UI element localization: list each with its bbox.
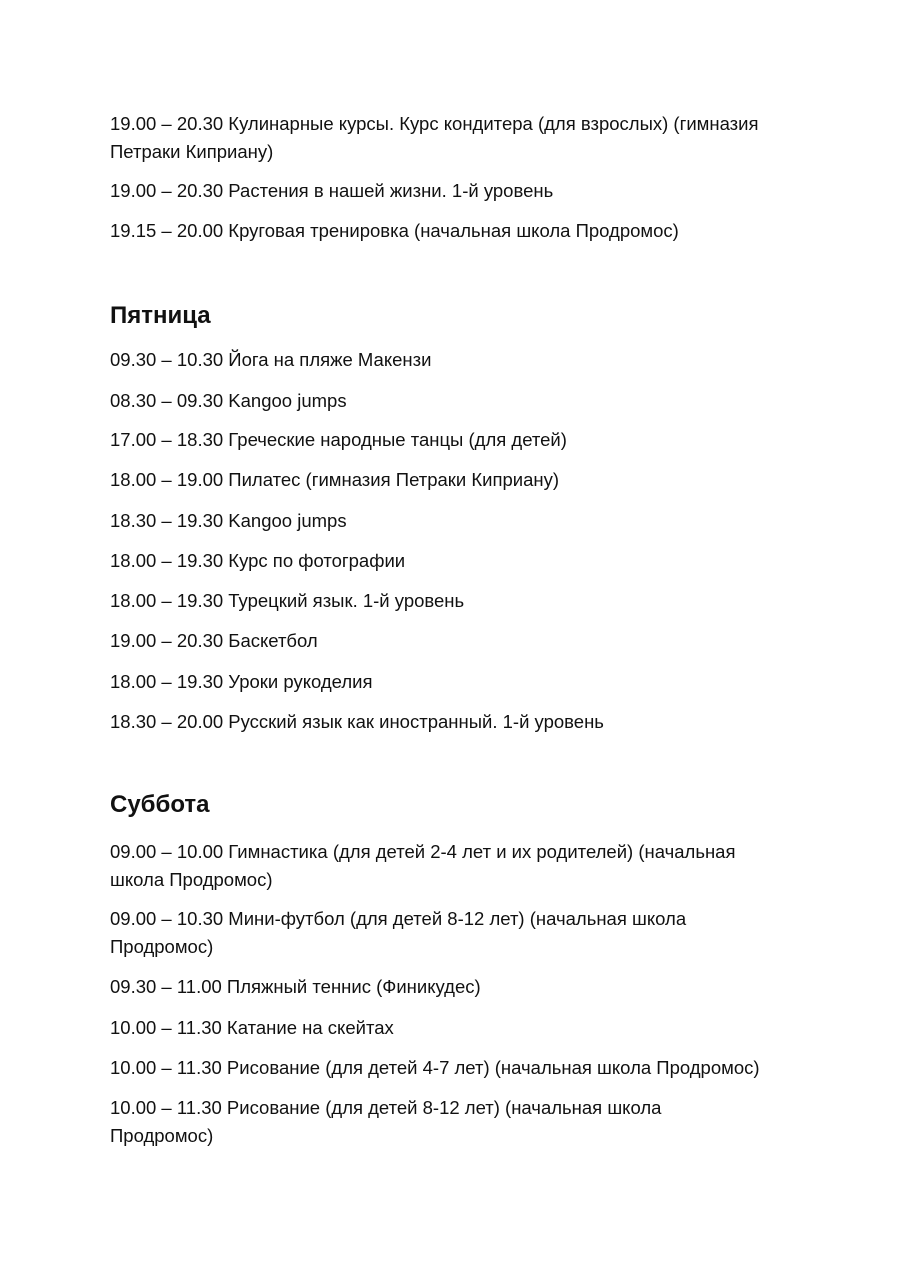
schedule-entry-line: 09.30 – 11.00 Пляжный теннис (Финикудес)	[110, 976, 481, 997]
section-heading-saturday: Суббота	[110, 791, 210, 818]
schedule-entry-line: 19.15 – 20.00 Круговая тренировка (начальная школа Продромос)	[110, 220, 679, 241]
schedule-entry-line: 09.00 – 10.30 Мини-футбол (для детей 8-12 лет) (начальная школа	[110, 908, 687, 929]
schedule-entry-line: 18.30 – 20.00 Русский язык как иностранный. 1-й уровень	[110, 711, 604, 732]
schedule-entry-line: 19.00 – 20.30 Растения в нашей жизни. 1-й уровень	[110, 180, 554, 201]
schedule-entry-line: 10.00 – 11.30 Катание на скейтах	[110, 1017, 394, 1038]
schedule-entry-line: 08.30 – 09.30 Kangoo jumps	[110, 390, 347, 411]
schedule-entry-line: 10.00 – 11.30 Рисование (для детей 4-7 лет) (начальная школа Продромос)	[110, 1057, 760, 1078]
schedule-entry-line: Продромос)	[110, 936, 214, 957]
section-heading-friday: Пятница	[110, 302, 211, 329]
schedule-entry-line: 17.00 – 18.30 Греческие народные танцы (для детей)	[110, 429, 567, 450]
schedule-entry-line: 19.00 – 20.30 Кулинарные курсы. Курс кондитера (для взрослых) (гимназия	[110, 113, 759, 134]
schedule-entry-line: 10.00 – 11.30 Рисование (для детей 8-12 лет) (начальная школа	[110, 1097, 662, 1118]
schedule-entry-line: 18.00 – 19.30 Курс по фотографии	[110, 550, 406, 571]
schedule-entry-line: 09.00 – 10.00 Гимнастика (для детей 2-4 лет и их родителей) (начальная	[110, 841, 736, 862]
schedule-entry-line: 19.00 – 20.30 Баскетбол	[110, 630, 318, 651]
schedule-entry-line: 18.30 – 19.30 Kangoo jumps	[110, 510, 347, 531]
schedule-entry-line: 18.00 – 19.30 Турецкий язык. 1-й уровень	[110, 590, 465, 611]
schedule-entry-line: Продромос)	[110, 1125, 214, 1146]
schedule-entry-line: 18.00 – 19.30 Уроки рукоделия	[110, 671, 373, 692]
schedule-entry-line: 09.30 – 10.30 Йога на пляже Макензи	[110, 349, 432, 370]
schedule-entry-line: школа Продромос)	[110, 869, 273, 890]
schedule-entry-line: Петраки Киприану)	[110, 141, 274, 162]
schedule-entry-line: 18.00 – 19.00 Пилатес (гимназия Петраки Киприану)	[110, 469, 560, 490]
